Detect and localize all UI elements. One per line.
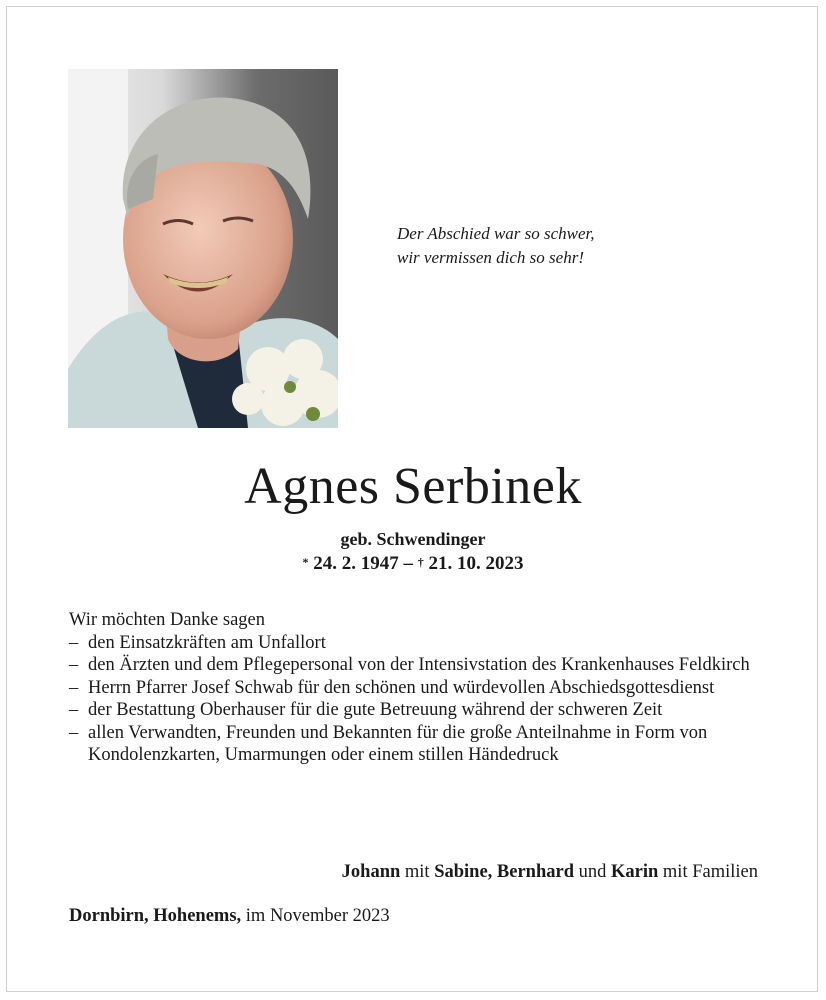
signature-name-karin: Karin bbox=[611, 862, 659, 882]
portrait-photo bbox=[68, 69, 338, 428]
list-item-text: der Bestattung Oberhauser für die gute Betreuung während der schweren Zeit bbox=[88, 700, 663, 720]
list-dash: – bbox=[69, 700, 79, 720]
list-item-text: Herrn Pfarrer Josef Schwab für den schönen und würdevollen Abschiedsgottesdienst bbox=[88, 677, 715, 698]
list-item bbox=[69, 632, 759, 655]
family-signature bbox=[342, 860, 758, 884]
signature-suffix: mit Familien bbox=[662, 862, 758, 882]
verse-line-2: wir vermissen dich so sehr! bbox=[397, 248, 584, 267]
list-item-text: den Einsatzkräften am Unfallort bbox=[88, 632, 326, 653]
signature-conjunction: mit bbox=[404, 862, 430, 882]
thanks-intro: Wir möchten Danke sagen bbox=[69, 610, 266, 630]
death-symbol: † bbox=[417, 555, 424, 569]
deceased-name: Agnes Serbinek bbox=[244, 458, 582, 515]
signature-conjunction: und bbox=[578, 862, 607, 882]
thanks-list bbox=[69, 632, 759, 767]
list-item-text: allen Verwandten, Freunden und Bekannten für die große Anteilnahme in Form von Kondolenzkarten, Umarmungen oder einem stillen Händedruck bbox=[88, 722, 708, 765]
life-dates bbox=[0, 552, 826, 576]
date-separator: – bbox=[403, 553, 413, 574]
place-towns: Dornbirn, Hohenems, bbox=[69, 906, 242, 926]
place-date: im November 2023 bbox=[245, 906, 390, 926]
list-item bbox=[69, 722, 759, 767]
list-item-text: den Ärzten und dem Pflegepersonal von der Intensivstation des Krankenhauses Feldkirch bbox=[88, 655, 750, 675]
thanks-section bbox=[69, 609, 759, 767]
signature-name-bernhard: Bernhard bbox=[496, 862, 575, 882]
list-item bbox=[69, 654, 759, 677]
list-item bbox=[69, 677, 759, 700]
death-date: 21. 10. 2023 bbox=[428, 553, 524, 574]
maiden-name: geb. Schwendinger bbox=[340, 529, 486, 549]
memorial-verse bbox=[397, 222, 595, 270]
list-dash: – bbox=[69, 632, 79, 653]
birth-date: 24. 2. 1947 bbox=[313, 553, 399, 574]
list-dash: – bbox=[69, 722, 79, 743]
list-dash: – bbox=[69, 655, 79, 675]
list-dash: – bbox=[69, 677, 79, 698]
birth-symbol: * bbox=[302, 555, 309, 569]
signature-name-johann: Johann bbox=[341, 862, 401, 882]
place-and-date bbox=[69, 904, 390, 928]
verse-line-1: Der Abschied war so schwer, bbox=[397, 224, 595, 243]
signature-name-sabine: Sabine, bbox=[434, 862, 493, 882]
list-item bbox=[69, 699, 759, 722]
